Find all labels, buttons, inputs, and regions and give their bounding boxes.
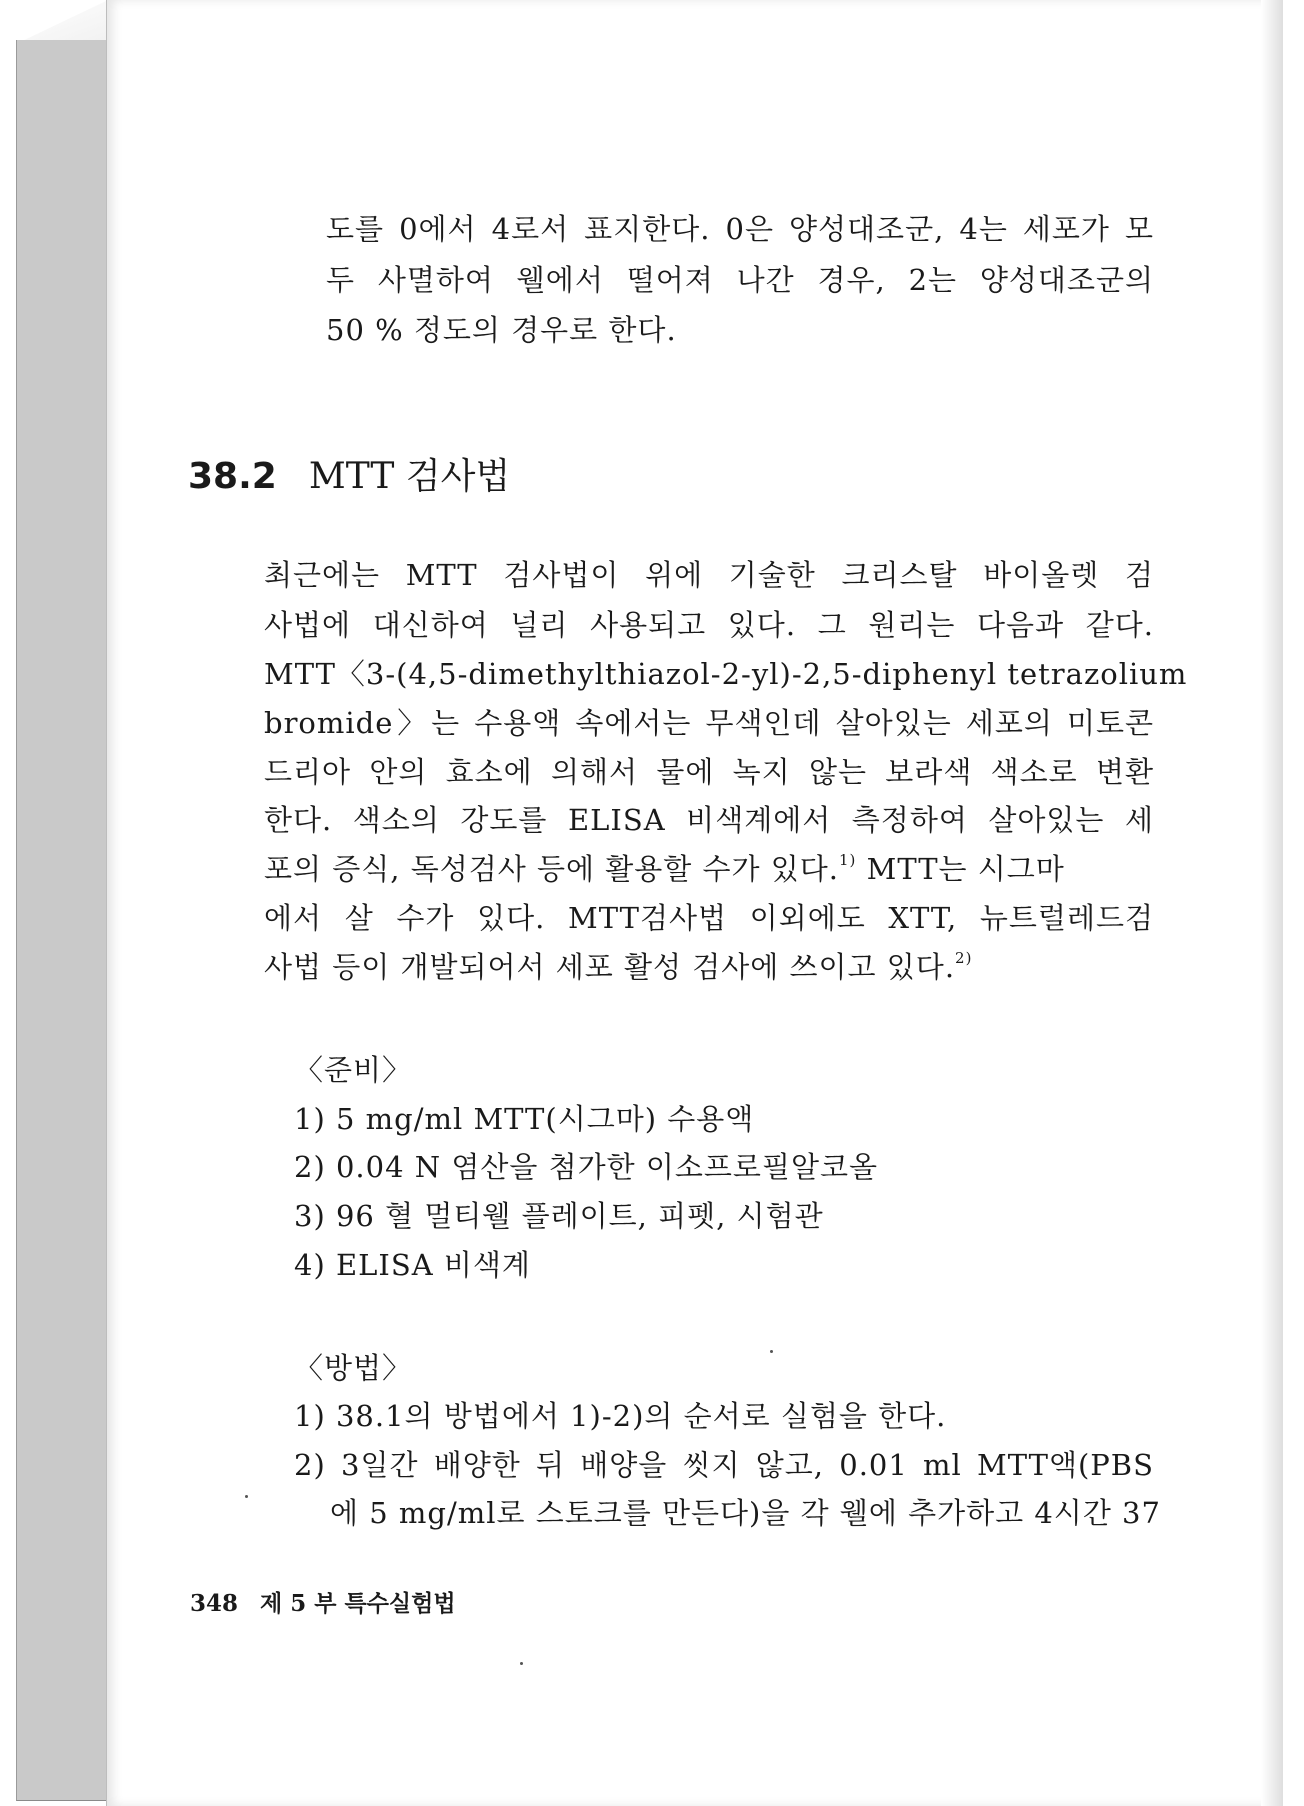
body-line-9-text: 사법 등이 개발되어서 세포 활성 검사에 쓰이고 있다. xyxy=(264,950,956,984)
intro-line-1: 도를 0에서 4로서 표지한다. 0은 양성대조군, 4는 세포가 모 xyxy=(326,212,1154,246)
section-heading xyxy=(188,448,510,499)
body-line-4: bromide〉는 수용액 속에서는 무색인데 살아있는 세포의 미토콘 xyxy=(264,706,1154,740)
section-number: 38.2 xyxy=(188,456,277,497)
body-line-8: 에서 살 수가 있다. MTT검사법 이외에도 XTT, 뉴트럴레드검 xyxy=(264,901,1154,935)
intro-line-2: 두 사멸하여 웰에서 떨어져 나간 경우, 2는 양성대조군의 xyxy=(326,263,1154,297)
scan-speck xyxy=(245,1495,248,1498)
prep-item-1: 1) 5 mg/ml MTT(시그마) 수용액 xyxy=(294,1102,755,1136)
method-heading: 〈방법〉 xyxy=(294,1351,413,1385)
body-line-7-text: 포의 증식, 독성검사 등에 활용할 수가 있다. xyxy=(264,852,839,886)
section-title: MTT 검사법 xyxy=(308,456,511,497)
body-line-5: 드리아 안의 효소에 의해서 물에 녹지 않는 보라색 색소로 변환 xyxy=(264,755,1154,789)
intro-line-3: 50 % 정도의 경우로 한다. xyxy=(326,313,677,347)
scan-speck xyxy=(520,1662,523,1665)
book-spine xyxy=(16,40,107,1801)
book-edge-top xyxy=(16,0,108,44)
page-edge-shadow xyxy=(1261,0,1283,1806)
footnote-ref-2: 2) xyxy=(955,949,973,967)
body-line-9 xyxy=(264,945,972,986)
prep-item-3: 3) 96 혈 멀티웰 플레이트, 피펫, 시험관 xyxy=(294,1199,824,1233)
body-line-3: MTT〈3-(4,5-dimethylthiazol-2-yl)-2,5-diphenyl tetrazolium xyxy=(264,657,1188,691)
footer-part-title: 제 5 부 특수실험법 xyxy=(260,1590,456,1617)
page-number: 348 xyxy=(190,1590,239,1617)
method-item-2-cont: 에 5 mg/ml로 스토크를 만든다)을 각 웰에 추가하고 4시간 37 xyxy=(330,1496,1161,1530)
scan-speck xyxy=(770,1350,773,1353)
page-footer xyxy=(190,1585,456,1618)
prep-heading: 〈준비〉 xyxy=(294,1053,413,1087)
method-item-1: 1) 38.1의 방법에서 1)-2)의 순서로 실험을 한다. xyxy=(294,1399,947,1433)
body-line-7 xyxy=(264,847,1065,888)
prep-item-2: 2) 0.04 N 염산을 첨가한 이소프로필알코올 xyxy=(294,1150,878,1184)
body-line-1: 최근에는 MTT 검사법이 위에 기술한 크리스탈 바이올렛 검 xyxy=(264,558,1154,592)
body-line-7-tail: MTT는 시그마 xyxy=(856,852,1065,886)
body-line-2: 사법에 대신하여 널리 사용되고 있다. 그 원리는 다음과 같다. xyxy=(264,608,1154,642)
method-item-2: 2) 3일간 배양한 뒤 배양을 씻지 않고, 0.01 ml MTT액(PBS xyxy=(294,1448,1154,1482)
body-line-6: 한다. 색소의 강도를 ELISA 비색계에서 측정하여 살아있는 세 xyxy=(264,803,1154,837)
footnote-ref-1: 1) xyxy=(839,851,857,869)
prep-item-4: 4) ELISA 비색계 xyxy=(294,1248,531,1282)
